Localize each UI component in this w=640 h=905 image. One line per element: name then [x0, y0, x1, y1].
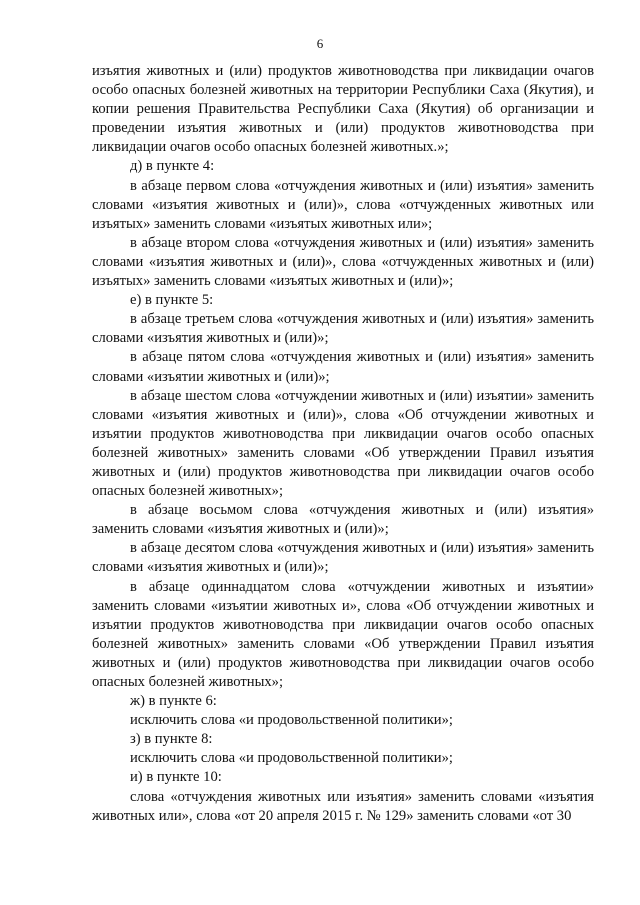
paragraph: е) в пункте 5:	[130, 292, 214, 309]
paragraph: в абзаце третьем слова «отчуждения животных и (или) изъятия» заменить словами «изъятия животных и (или)»;	[92, 311, 594, 347]
paragraph: в абзаце одиннадцатом слова «отчуждении животных и изъятии» заменить словами «изъятии животных и», слова «Об отчуждении животных и изъятии продуктов животноводства при ликвидации очагов особо опасных болезней животных» заменить словами «Об утверждении Правил изъятия животных и (или) продуктов животноводства при ликвидации очагов особо опасных болезней животных»;	[92, 578, 594, 690]
document-body	[92, 62, 594, 826]
paragraph: и) в пункте 10:	[130, 769, 222, 786]
paragraph: слова «отчуждения животных или изъятия» заменить словами «изъятия животных или», слова «от 20 апреля 2015 г. № 129» заменить словами «от 30	[92, 788, 594, 824]
paragraph: в абзаце пятом слова «отчуждения животных и (или) изъятия» заменить словами «изъятии животных и (или)»;	[92, 349, 594, 385]
paragraph: в абзаце первом слова «отчуждения животных и (или) изъятия» заменить словами «изъятия животных и (или)», слова «отчужденных животных или изъятых» заменить словами «изъятых животных или»;	[92, 177, 594, 232]
paragraph: исключить слова «и продовольственной политики»;	[130, 750, 453, 767]
paragraph: изъятия животных и (или) продуктов животноводства при ликвидации очагов особо опасных болезней животных на территории Республики Саха (Якутия), и копии решения Правительства Республики Саха (Якутия) об организации и проведении изъятия животных и (или) продуктов животноводства при ликвидации очагов особо опасных болезней животных.»;	[92, 63, 594, 156]
page-number: 6	[316, 36, 324, 51]
paragraph: в абзаце втором слова «отчуждения животных и (или) изъятия» заменить словами «изъятия животных и (или)», слова «отчужденных животных и (или) изъятых» заменить словами «изъятых животных и (или)»;	[92, 234, 594, 290]
paragraph: в абзаце шестом слова «отчуждении животных и (или) изъятии» заменить словами «изъятия животных и (или)», слова «Об отчуждении животных и изъятии продуктов животноводства при ликвидации очагов особо опасных болезней животных» заменить словами «Об утверждении Правил изъятия животных и (или) продуктов животноводства при ликвидации очагов особо опасных болезней животных»;	[92, 387, 594, 500]
paragraph: исключить слова «и продовольственной политики»;	[130, 712, 453, 729]
paragraph: ж) в пункте 6:	[130, 693, 217, 710]
paragraph: в абзаце десятом слова «отчуждения животных и (или) изъятия» заменить словами «изъятия животных и (или)»;	[92, 540, 594, 576]
paragraph: в абзаце восьмом слова «отчуждения животных и (или) изъятия» заменить словами «изъятия животных и (или)»;	[92, 502, 594, 538]
paragraph: з) в пункте 8:	[130, 731, 213, 748]
paragraph: д) в пункте 4:	[130, 158, 215, 175]
